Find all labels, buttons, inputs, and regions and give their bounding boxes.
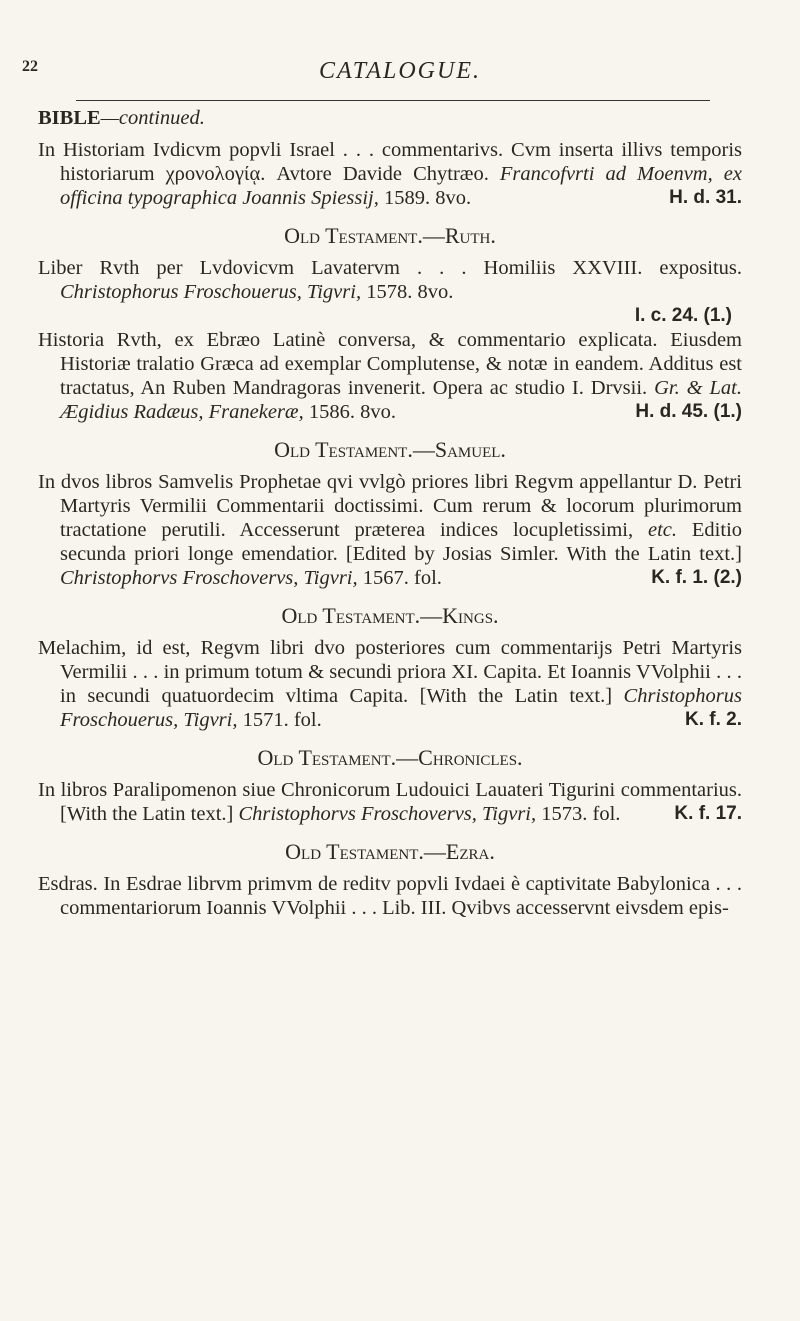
entry-date: 1586. 8vo. [303, 401, 396, 423]
entry-imprint: Francofvrti ad Moenvm, ex officina typographica Joannis Spiessij, [60, 163, 742, 209]
catalogue-entry [38, 636, 742, 732]
shelfmark: I. c. 24. (1.) [634, 305, 732, 326]
entry-text: . Avtore Davide Chytræo. [260, 163, 500, 185]
catalogue-entry [38, 470, 742, 590]
entry-text: Melachim, id est, Regvm libri dvo posteriores cum commentarijs Petri Martyris Vermilii . . . in primum totum & secundi priora XI. Capita. Et Ioannis VVolphii . . . in secundi quatuordecim vltima Capita. [With the Latin text.] [38, 637, 742, 707]
entry-date: 1573. fol. [536, 803, 621, 825]
subsection-heading: Old Testament.—Chronicles. [257, 745, 523, 770]
shelfmark: K. f. 2. [684, 709, 742, 730]
entry-text: Liber Rvth per Lvdovicvm Lavatervm . . . Homiliis XXVIII. expositus. [38, 257, 742, 279]
entry-text: In Historiam Ivdicvm popvli Israel . . . commentarivs. Cvm inserta illivs temporis historiarum [38, 139, 742, 185]
catalogue-content [38, 106, 742, 920]
entry-text: In libros Paralipomenon siue Chronicorum Ludouici Lauateri Tigurini commentarius. [With the Latin text.] [38, 779, 742, 825]
subsection-heading: Old Testament.—Samuel. [274, 437, 506, 462]
catalogue-entry [38, 328, 742, 424]
subsection-heading: Old Testament.—Ezra. [285, 839, 495, 864]
section-heading [38, 106, 742, 130]
entry-imprint: Christophorus Froschouerus, Tigvri, [60, 685, 742, 731]
catalogue-entry [38, 138, 742, 210]
shelfmark: K. f. 17. [674, 803, 742, 824]
entry-date: 1578. 8vo. [361, 281, 454, 303]
entry-text: Esdras. In Esdrae librvm primvm de reditv popvli Ivdaei è captivitate Babylonica . . . commentariorum Ioannis VVolphii . . . Lib. III. Qvibvs accesservnt eivsdem epis- [38, 873, 742, 919]
page-number: 22 [22, 58, 38, 75]
subsection-heading: Old Testament.—Ruth. [284, 223, 496, 248]
entry-greek: χρονολογίᾳ [165, 163, 261, 185]
entry-imprint: Christophorvs Froschovervs, Tigvri, [238, 803, 537, 825]
entry-imprint: Gr. & Lat. Ægidius Radæus, Franekeræ, [60, 377, 742, 423]
entry-text: In dvos libros Samvelis Prophetae qvi vvlgò priores libri Regvm appellantur D. Petri Martyris Vermilii Commentarii doctissimi. Cum rerum & locorum plurimorum tractatione perutili. Accesserunt præterea indices locupletissimi, [38, 471, 742, 541]
entry-imprint: Christophorvs Froschovervs, Tigvri, [60, 567, 358, 589]
running-head: CATALOGUE. [318, 58, 481, 84]
entry-date: 1589. 8vo. [378, 187, 472, 209]
header-rule [76, 100, 710, 101]
catalogue-entry [38, 256, 742, 304]
entry-date: 1571. fol. [237, 709, 322, 731]
entry-etc: etc. [647, 519, 678, 541]
entry-date: 1567. fol. [357, 567, 442, 589]
catalogue-entry [38, 778, 742, 826]
catalogue-entry [38, 872, 742, 920]
subsection-heading: Old Testament.—Kings. [281, 603, 499, 628]
section-title: BIBLE [38, 107, 101, 129]
section-continued: —continued. [100, 107, 205, 129]
entry-text: Historia Rvth, ex Ebræo Latinè conversa, & commentario explicata. Eiusdem Historiæ tralatio Græca ad exemplar Complutense, & notæ in eandem. Additus est tractatus, An Ruben Mandragoras invenerit. Opera ac studio I. Drvsii. [38, 329, 742, 399]
shelfmark: K. f. 1. (2.) [651, 567, 742, 588]
entry-text: Editio secunda priori longe emendatior. [Edited by Josias Simler. With the Latin text.] [60, 519, 743, 565]
entry-imprint: Christophorus Froschouerus, Tigvri, [60, 281, 362, 303]
shelfmark: H. d. 31. [669, 187, 742, 208]
shelfmark: H. d. 45. (1.) [635, 401, 742, 422]
